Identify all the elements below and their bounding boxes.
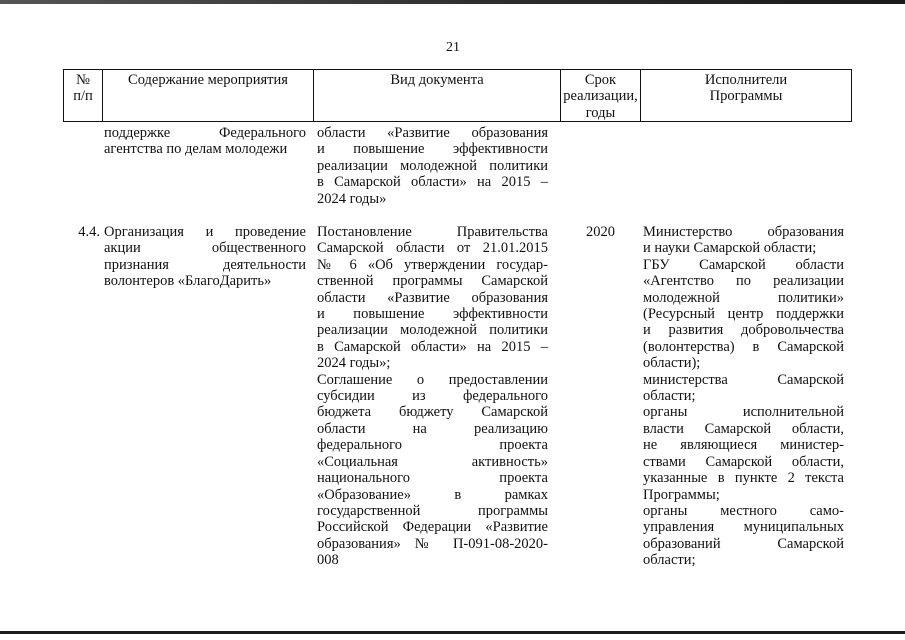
row-executors-line: Министерство образования xyxy=(643,224,844,240)
row-executors-line: ствами Самарской области, xyxy=(643,453,844,470)
row-executors-line: области); xyxy=(643,355,701,372)
row-number: 4.4. xyxy=(78,224,100,240)
header-term-line: реализации, xyxy=(563,88,638,105)
continuation-doc-line: 2024 годы» xyxy=(317,190,387,207)
row-doc-line: реализации молодежной политики xyxy=(317,322,548,339)
row-doc-line: «Социальная активность» xyxy=(317,453,548,470)
header-executors-line: Программы xyxy=(709,88,783,105)
row-executors-line: (Ресурсный центр поддержки xyxy=(643,306,844,323)
continuation-doc-cell xyxy=(317,125,548,207)
row-doc-line: «Образование» в рамках xyxy=(317,486,548,503)
row-doc-cell xyxy=(317,224,548,569)
row-executors-line: (волонтерства) в Самарской xyxy=(643,338,844,355)
page-number: 21 xyxy=(446,40,460,55)
continuation-content-line: поддержке Федерального xyxy=(104,125,306,141)
scan-edge-bottom xyxy=(0,631,905,634)
row-executors-line: указанные в пункте 2 текста xyxy=(643,470,844,487)
row-doc-line: области на реализацию xyxy=(317,420,548,437)
row-doc-line: бюджета бюджету Самарской xyxy=(317,404,548,421)
row-content-line: Организация и проведение xyxy=(104,224,306,240)
row-doc-line: государственной программы xyxy=(317,502,548,519)
header-num-line: п/п xyxy=(73,88,93,105)
header-num-line: № xyxy=(76,72,90,88)
row-doc-line: Самарской области от 21.01.2015 xyxy=(317,240,548,257)
row-executors-line: «Агентство по реализации xyxy=(643,273,844,290)
row-doc-line: и повышение эффективности xyxy=(317,306,548,323)
header-term xyxy=(561,72,640,121)
row-executors-line: власти Самарской области, xyxy=(643,420,844,437)
row-executors-line: области; xyxy=(643,552,696,569)
table-header-bottom-border xyxy=(63,121,852,122)
row-executors-line: управления муниципальных xyxy=(643,519,844,536)
row-doc-line: федерального проекта xyxy=(317,437,548,454)
row-doc-line: Российской Федерации «Развитие xyxy=(317,519,548,536)
row-doc-line: образования» № П-091-08-2020- xyxy=(317,535,548,552)
header-num xyxy=(63,72,103,105)
row-doc-line: № 6 «Об утверждении государ- xyxy=(317,256,548,273)
row-executors-line: органы исполнительной xyxy=(643,404,844,421)
row-content-line: волонтеров «БлагоДарить» xyxy=(104,273,272,290)
row-doc-line: области «Развитие образования xyxy=(317,289,548,306)
table-top-border xyxy=(63,69,852,70)
row-executors-line: не являющиеся министер- xyxy=(643,437,844,454)
continuation-doc-line: реализации молодежной политики xyxy=(317,157,548,174)
header-content: Содержание мероприятия xyxy=(128,72,288,88)
row-executors-line: органы местного само- xyxy=(643,502,844,519)
header-term-line: годы xyxy=(585,104,616,121)
row-doc-line: ственной программы Самарской xyxy=(317,273,548,290)
row-term: 2020 xyxy=(586,224,615,240)
row-doc-line: Соглашение о предоставлении xyxy=(317,371,548,388)
row-executors-line: молодежной политики» xyxy=(643,289,844,306)
row-doc-line: Постановление Правительства xyxy=(317,224,548,240)
row-executors-line: Программы; xyxy=(643,486,720,503)
row-doc-line: национального проекта xyxy=(317,470,548,487)
table-right-border xyxy=(851,69,852,122)
header-executors-line: Исполнители xyxy=(704,72,788,88)
row-executors-cell xyxy=(643,224,844,569)
row-doc-line: 2024 годы»; xyxy=(317,355,391,372)
continuation-doc-line: в Самарской области» на 2015 – xyxy=(317,174,548,191)
row-executors-line: и науки Самарской области; xyxy=(643,240,817,257)
row-content-line: признания деятельности xyxy=(104,256,306,273)
header-term-line: Срок xyxy=(584,72,617,88)
header-executors xyxy=(641,72,851,105)
continuation-doc-line: области «Развитие образования xyxy=(317,125,548,141)
continuation-doc-line: и повышение эффективности xyxy=(317,141,548,158)
header-doc: Вид документа xyxy=(390,72,484,88)
scan-edge-top xyxy=(0,0,905,4)
row-doc-line: в Самарской области» на 2015 – xyxy=(317,338,548,355)
row-executors-line: образований Самарской xyxy=(643,535,844,552)
row-executors-line: области; xyxy=(643,388,696,405)
row-executors-line: министерства Самарской xyxy=(643,371,844,388)
continuation-content-line: агентства по делам молодежи xyxy=(104,141,288,158)
continuation-content-cell xyxy=(104,125,306,158)
row-content-line: акции общественного xyxy=(104,240,306,257)
row-executors-line: ГБУ Самарской области xyxy=(643,256,844,273)
row-content-cell xyxy=(104,224,306,290)
row-doc-line: субсидии из федерального xyxy=(317,388,548,405)
row-doc-line: 008 xyxy=(317,552,339,569)
row-executors-line: и развития добровольчества xyxy=(643,322,844,339)
